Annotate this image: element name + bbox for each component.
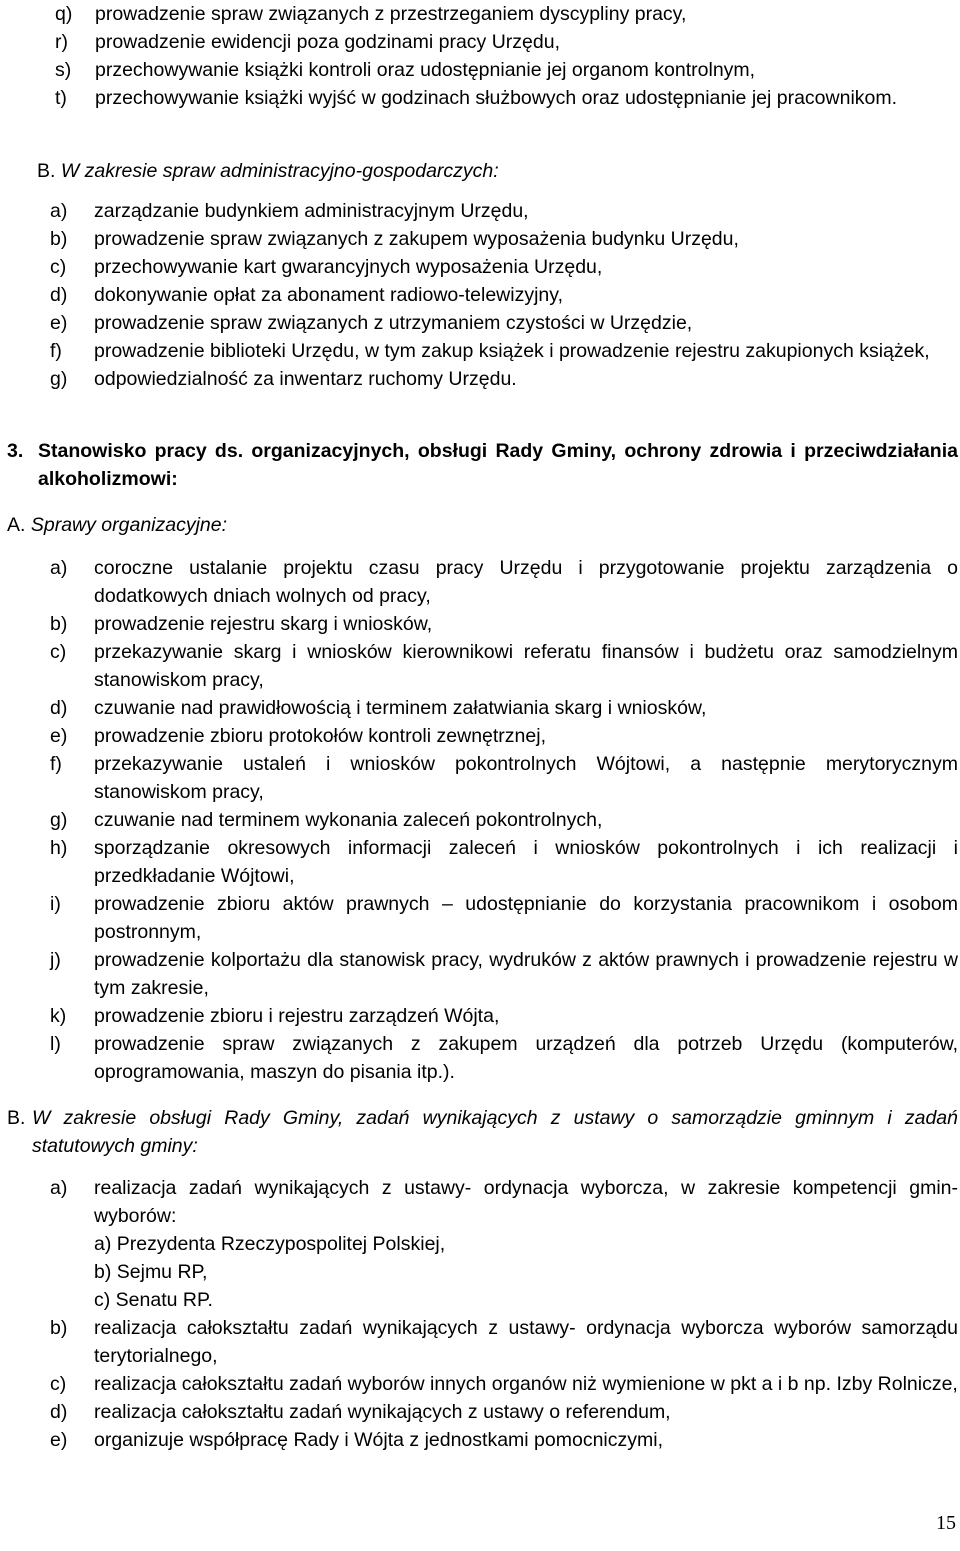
item-text: przechowywanie książki wyjść w godzinach służbowych oraz udostępnianie jej pracownikom. (95, 87, 898, 109)
list-item (50, 890, 958, 946)
item-label: e) (50, 725, 68, 747)
item-label: d) (50, 1401, 68, 1423)
item-text: prowadzenie zbioru aktów prawnych – udostępnianie do korzystania pracownikom i osobom postronnym, (94, 893, 958, 943)
list-item (50, 1174, 958, 1314)
list-item (50, 253, 958, 281)
item-text: przekazywanie skarg i wniosków kierownikowi referatu finansów i budżetu oraz samodzielnym stanowiskom pracy, (94, 641, 958, 691)
item-label: e) (50, 1429, 68, 1451)
section-b2-heading (7, 1104, 958, 1160)
item-label: e) (50, 312, 68, 334)
section-b1-title: W zakresie spraw administracyjno-gospodarczych: (60, 160, 499, 182)
section-b2-title: W zakresie obsługi Rady Gminy, zadań wynikających z ustawy o samorządzie gminnym i zadań statutowych gminy: (32, 1107, 958, 1157)
item-text: prowadzenie kolportażu dla stanowisk pracy, wydruków z aktów prawnych i prowadzenie rejestru w tym zakresie, (94, 949, 958, 999)
item-label: g) (50, 368, 68, 390)
list-item (50, 750, 958, 806)
item-text: dokonywanie opłat za abonament radiowo-telewizyjny, (94, 284, 563, 306)
list-item (55, 56, 958, 84)
item-label: f) (50, 340, 62, 362)
list-item (50, 834, 958, 890)
item-text: sporządzanie okresowych informacji zaleceń i wniosków pokontrolnych i ich realizacji i przedkładanie Wójtowi, (94, 837, 958, 887)
item-text: prowadzenie biblioteki Urzędu, w tym zakup książek i prowadzenie rejestru zakupionych książek, (94, 340, 930, 362)
item-text: prowadzenie spraw związanych z zakupem wyposażenia budynku Urzędu, (94, 228, 739, 250)
section-b1-letter: B. (37, 160, 56, 182)
item-text: przekazywanie ustaleń i wniosków pokontrolnych Wójtowi, a następnie merytorycznym stanowiskom pracy, (94, 753, 958, 803)
list-item (50, 694, 958, 722)
list-item (55, 0, 958, 28)
item-label: t) (55, 87, 67, 109)
item-text: przechowywanie kart gwarancyjnych wyposażenia Urzędu, (94, 256, 603, 278)
section-3-heading (7, 437, 958, 493)
item-label: l) (50, 1033, 61, 1055)
list-item (50, 722, 958, 750)
section-a-letter: A. (7, 514, 26, 536)
list-item (50, 1030, 958, 1086)
section-b1-heading (37, 157, 499, 185)
list-item (50, 197, 958, 225)
list-item (50, 554, 958, 610)
list-top (55, 0, 958, 112)
item-text: prowadzenie rejestru skarg i wniosków, (94, 613, 433, 635)
section-b1-list (50, 197, 958, 393)
item-label: f) (50, 753, 62, 775)
item-label: a) (50, 1177, 68, 1199)
section-3-number: 3. (7, 440, 24, 462)
section-a-heading (7, 511, 227, 539)
list-item (50, 1398, 958, 1426)
item-label: q) (55, 3, 73, 25)
item-label: a) (50, 557, 68, 579)
list-item (50, 1370, 958, 1398)
item-label: b) (50, 228, 68, 250)
item-label: g) (50, 809, 68, 831)
item-label: c) (50, 641, 67, 663)
item-label: b) (50, 613, 68, 635)
list-item (50, 946, 958, 1002)
sub-item: b) Sejmu RP, (94, 1261, 208, 1283)
item-label: d) (50, 284, 68, 306)
section-a-title: Sprawy organizacyjne: (30, 514, 228, 536)
item-text: odpowiedzialność za inwentarz ruchomy Urzędu. (94, 368, 517, 390)
item-label: k) (50, 1005, 67, 1027)
list-item (50, 1002, 958, 1030)
section-b2-list (50, 1174, 958, 1454)
item-text: czuwanie nad prawidłowością i terminem załatwiania skarg i wniosków, (94, 697, 707, 719)
list-item (50, 309, 958, 337)
item-text: realizacja całokształtu zadań wyborów innych organów niż wymienione w pkt a i b np. Izby Rolnicze, (94, 1373, 958, 1395)
item-label: b) (50, 1317, 68, 1339)
list-item (50, 1426, 958, 1454)
item-label: a) (50, 200, 68, 222)
item-label: r) (55, 31, 68, 53)
item-label: s) (55, 59, 72, 81)
item-text: prowadzenie spraw związanych z przestrzeganiem dyscypliny pracy, (95, 3, 687, 25)
item-text: prowadzenie spraw związanych z utrzymaniem czystości w Urzędzie, (94, 312, 693, 334)
item-label: c) (50, 1373, 67, 1395)
list-item (50, 1314, 958, 1370)
list-item (50, 638, 958, 694)
item-text: realizacja zadań wynikających z ustawy- ordynacja wyborcza, w zakresie kompetencji gmin- wyborów: (94, 1177, 958, 1227)
list-item (50, 610, 958, 638)
item-text: przechowywanie książki kontroli oraz udostępnianie jej organom kontrolnym, (95, 59, 756, 81)
item-text: prowadzenie spraw związanych z zakupem urządzeń dla potrzeb Urzędu (komputerów, oprogramowania, maszyn do pisania itp.). (94, 1033, 958, 1083)
page-number: 15 (936, 1512, 956, 1534)
list-item (50, 806, 958, 834)
section-3-title: Stanowisko pracy ds. organizacyjnych, obsługi Rady Gminy, ochrony zdrowia i przeciwdziałania alkoholizmowi: (38, 440, 958, 490)
item-text: prowadzenie zbioru protokołów kontroli zewnętrznej, (94, 725, 546, 747)
list-item (50, 281, 958, 309)
sub-item: c) Senatu RP. (94, 1289, 213, 1311)
item-text: prowadzenie ewidencji poza godzinami pracy Urzędu, (95, 31, 561, 53)
list-item (55, 28, 958, 56)
item-label: d) (50, 697, 68, 719)
item-text: prowadzenie zbioru i rejestru zarządzeń Wójta, (94, 1005, 500, 1027)
item-text: coroczne ustalanie projektu czasu pracy Urzędu i przygotowanie projektu zarządzenia o dodatkowych dniach wolnych od pracy, (94, 557, 958, 607)
sub-item: a) Prezydenta Rzeczypospolitej Polskiej, (94, 1233, 446, 1255)
item-label: c) (50, 256, 67, 278)
list-item (50, 365, 958, 393)
item-label: h) (50, 837, 68, 859)
section-b2-letter: B. (7, 1107, 26, 1129)
list-item (50, 337, 958, 365)
item-text: czuwanie nad terminem wykonania zaleceń pokontrolnych, (94, 809, 603, 831)
item-label: i) (50, 893, 61, 915)
list-item (50, 225, 958, 253)
item-text: realizacja całokształtu zadań wynikających z ustawy o referendum, (94, 1401, 671, 1423)
item-label: j) (50, 949, 61, 971)
item-text: realizacja całokształtu zadań wynikających z ustawy- ordynacja wyborcza wyborów samorządu terytorialnego, (94, 1317, 958, 1367)
section-a-list (50, 554, 958, 1086)
item-text: organizuje współpracę Rady i Wójta z jednostkami pomocniczymi, (94, 1429, 663, 1451)
item-text: zarządzanie budynkiem administracyjnym Urzędu, (94, 200, 529, 222)
list-item (55, 84, 958, 112)
